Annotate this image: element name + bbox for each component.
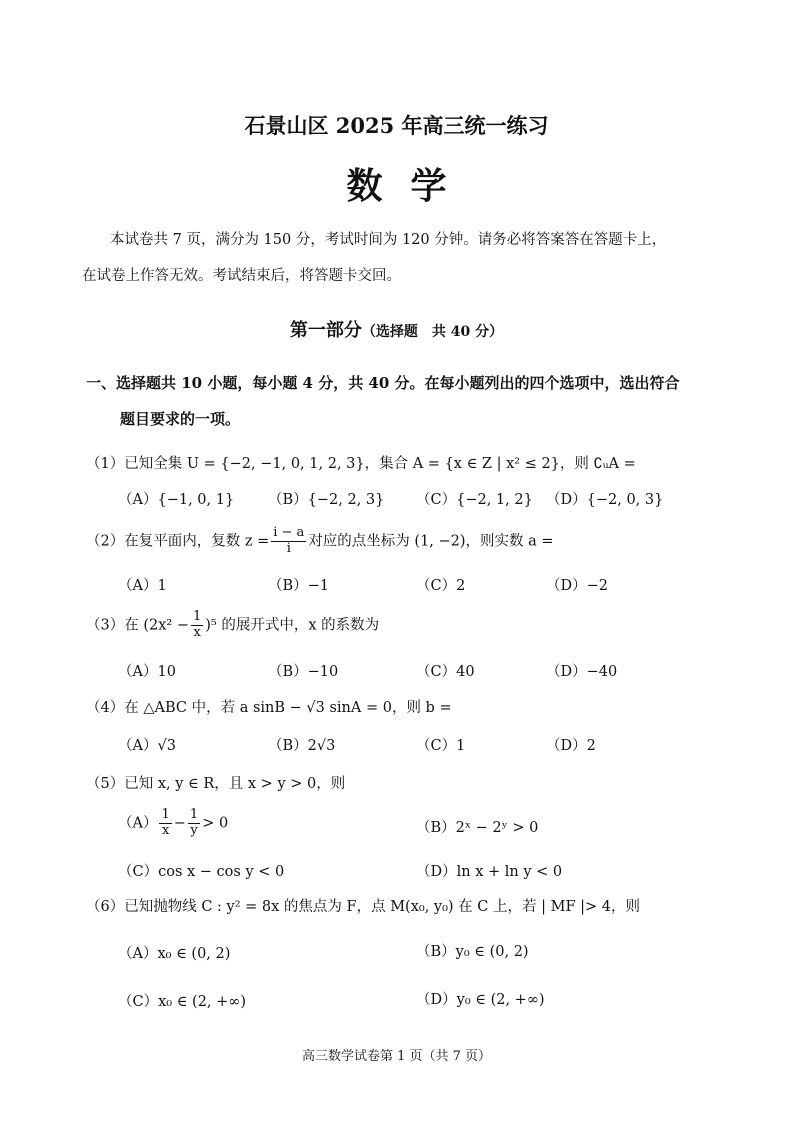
- question-6-option-a: （A）x₀ ∈ (0, 2): [118, 946, 231, 962]
- question-3-fraction-den: x: [193, 624, 201, 640]
- question-5-fraction-1-num: 1: [161, 807, 170, 822]
- part-heading: [0, 316, 793, 342]
- question-4-option-a: （A）√3: [118, 738, 176, 754]
- question-5-fraction-1: [159, 808, 171, 839]
- page-footer: 高三数学试卷第 1 页（共 7 页）: [301, 1049, 492, 1064]
- question-2-fraction-den: i: [286, 540, 291, 556]
- subject-title: 数学: [346, 165, 475, 207]
- question-2-fraction: [271, 526, 306, 557]
- question-6-stem: （6）已知抛物线 C : y² = 8x 的焦点为 F，点 M(x₀, y₀) 在 C 上，若 | MF |> 4，则: [86, 899, 640, 915]
- question-2-stem-post: 对应的点坐标为 (1, −2)，则实数 a =: [308, 533, 554, 550]
- question-3-option-b: （B）−10: [268, 664, 339, 680]
- question-4-option-c: （C）1: [416, 738, 466, 754]
- question-2-option-a: （A）1: [118, 578, 167, 594]
- question-1-option-b: （B）{−2, 2, 3}: [268, 492, 385, 508]
- question-5-option-a-tail: > 0: [202, 815, 229, 832]
- question-1-option-c: （C）{−2, 1, 2}: [416, 492, 533, 508]
- question-1-option-d: （D）{−2, 0, 3}: [546, 492, 664, 508]
- question-5-option-d: （D）ln x + ln y < 0: [416, 864, 563, 880]
- question-3-stem-pre: （3）在 (2x² −: [86, 617, 189, 634]
- question-5-stem: （5）已知 x, y ∈ R，且 x > y > 0，则: [86, 776, 346, 792]
- question-5-option-a: [118, 808, 228, 839]
- question-3-fraction: [191, 610, 203, 641]
- question-6-option-d: （D）y₀ ∈ (2, +∞): [416, 992, 545, 1008]
- question-3-option-a: （A）10: [118, 664, 176, 680]
- question-2-option-d: （D）−2: [546, 578, 609, 594]
- intro-line-2: 在试卷上作答无效。考试结束后，将答题卡交回。: [82, 268, 401, 284]
- question-5-option-c: （C）cos x − cos y < 0: [118, 864, 285, 880]
- question-5-option-a-minus: −: [173, 815, 186, 832]
- question-2-option-b: （B）−1: [268, 578, 330, 594]
- question-4-option-b: （B）2√3: [268, 738, 336, 754]
- question-1-option-a: （A）{−1, 0, 1}: [118, 492, 235, 508]
- question-1-stem: （1）已知全集 U = {−2, −1, 0, 1, 2, 3}，集合 A = {x ∈ Z | x² ≤ 2}，则 ∁ᵤA =: [86, 456, 636, 472]
- exam-title: 石景山区 2025 年高三统一练习: [244, 113, 549, 138]
- question-4-stem: （4）在 △ABC 中，若 a sinB − √3 sinA = 0，则 b =: [86, 700, 452, 716]
- question-5-fraction-2: [188, 808, 200, 839]
- question-2-stem-pre: （2）在复平面内，复数 z =: [86, 533, 270, 550]
- question-2-stem: [86, 526, 554, 557]
- question-5-option-a-label: （A）: [118, 815, 158, 832]
- question-5-option-b: （B）2ˣ − 2ʸ > 0: [416, 820, 539, 836]
- question-5-fraction-2-num: 1: [189, 807, 199, 822]
- section-heading-line-1: 一、选择题共 10 小题，每小题 4 分，共 40 分。在每小题列出的四个选项中，选出符合: [86, 374, 680, 392]
- intro-line-1: 本试卷共 7 页，满分为 150 分，考试时间为 120 分钟。请务必将答案答在答题卡上，: [110, 232, 667, 248]
- question-3-fraction-num: 1: [192, 609, 202, 624]
- section-heading-line-2: 题目要求的一项。: [120, 410, 241, 428]
- question-3-stem: [86, 610, 379, 641]
- question-3-option-c: （C）40: [416, 664, 475, 680]
- part-note: （选择题 共 40 分）: [361, 324, 504, 340]
- part-name: 第一部分: [289, 320, 362, 341]
- question-3-option-d: （D）−40: [546, 664, 618, 680]
- question-2-option-c: （C）2: [416, 578, 466, 594]
- question-5-fraction-1-den: x: [161, 822, 170, 838]
- question-3-stem-post: )⁵ 的展开式中，x 的系数为: [205, 617, 380, 634]
- question-6-option-c: （C）x₀ ∈ (2, +∞): [118, 994, 247, 1010]
- question-6-option-b: （B）y₀ ∈ (0, 2): [416, 944, 529, 960]
- question-2-fraction-num: i − a: [273, 525, 305, 540]
- question-4-option-d: （D）2: [546, 738, 596, 754]
- question-5-fraction-2-den: y: [190, 822, 198, 838]
